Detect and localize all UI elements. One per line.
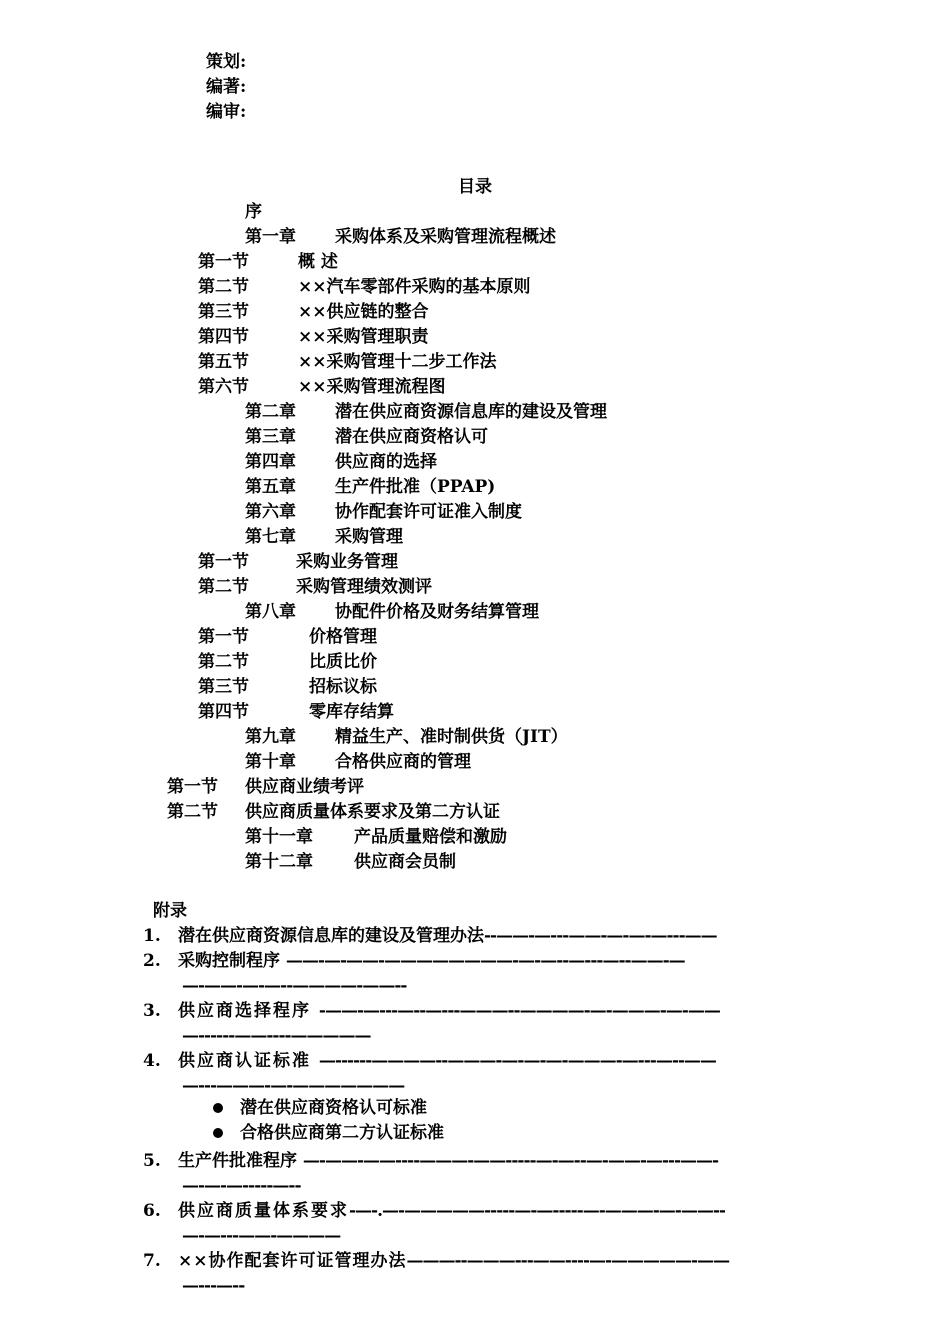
appendix-item-4-leader: —------————--———-—-—-—-———-—---—--——	[318, 1051, 716, 1071]
toc-ch1-s3-num: 第三节	[198, 302, 249, 322]
toc-ch11-title: 产品质量赔偿和激励	[354, 827, 507, 847]
toc-ch2-num: 第二章	[245, 402, 296, 422]
bullet-icon	[213, 1103, 223, 1113]
appendix-item-4	[178, 1050, 716, 1072]
toc-ch10-title: 合格供应商的管理	[335, 752, 471, 772]
appendix-item-2-leader-cont: —-——-—-—--————-——--	[182, 976, 407, 996]
appendix-item-5	[178, 1150, 718, 1172]
appendix-item-4-title: 供应商认证标准	[178, 1051, 311, 1071]
toc-ch3-num: 第三章	[245, 427, 296, 447]
appendix-item-7-leader-cont: —---—--	[182, 1276, 245, 1296]
toc-ch6-num: 第六章	[245, 502, 296, 522]
toc-ch7-s2-title: 采购管理绩效测评	[296, 577, 432, 597]
appendix-item-7-leader: ———--———---——----—-—————-——	[406, 1251, 730, 1271]
appendix-title: 附录	[153, 901, 187, 921]
toc-ch1-s2-num: 第二节	[198, 277, 249, 297]
toc-preface: 序	[245, 202, 262, 222]
toc-ch12-title: 供应商会员制	[354, 852, 456, 872]
toc-ch1-s6-num: 第六节	[198, 377, 249, 397]
appendix-item-6-leader: -—-.—-—————-----—-—-----—-———-—-——--	[349, 1201, 725, 1221]
toc-ch7-s1-title: 采购业务管理	[296, 552, 398, 572]
toc-ch12-num: 第十二章	[245, 852, 313, 872]
toc-ch8-s3-num: 第三节	[198, 677, 249, 697]
toc-ch1-s6-title: ××采购管理流程图	[298, 377, 446, 397]
appendix-item-2-num: 2.	[143, 951, 161, 971]
toc-ch11-num: 第十一章	[245, 827, 313, 847]
appendix-item-1-leader: --——-—---——-—-—-—---——	[484, 926, 717, 946]
appendix-item-5-leader-cont: —-—-—-----—--	[182, 1176, 301, 1196]
toc-ch8-s4-title: 零库存结算	[309, 702, 394, 722]
toc-ch4-num: 第四章	[245, 452, 296, 472]
appendix-item-7-num: 7.	[143, 1251, 161, 1271]
appendix-item-3-title: 供应商选择程序	[178, 1001, 311, 1021]
appendix-item-6-title: 供应商质量体系要求	[178, 1201, 349, 1221]
appendix-item-6-num: 6.	[143, 1201, 161, 1221]
toc-ch7-s1-num: 第一节	[198, 552, 249, 572]
appendix-sub-item-1: 潜在供应商资格认可标准	[240, 1098, 427, 1118]
toc-ch1-s3-title: ××供应链的整合	[298, 302, 429, 322]
toc-ch8-s4-num: 第四节	[198, 702, 249, 722]
toc-ch10-s1-num: 第一节	[167, 777, 218, 797]
toc-ch2-title: 潜在供应商资源信息库的建设及管理	[335, 402, 607, 422]
toc-ch1-num: 第一章	[245, 227, 296, 247]
header-author: 编著:	[206, 77, 247, 97]
appendix-item-2-title: 采购控制程序	[178, 951, 280, 971]
toc-ch1-s4-title: ××采购管理职责	[298, 327, 429, 347]
toc-ch7-num: 第七章	[245, 527, 296, 547]
toc-ch10-s2-num: 第二节	[167, 802, 218, 822]
toc-ch9-num: 第九章	[245, 727, 296, 747]
toc-ch1-s5-title: ××采购管理十二步工作法	[298, 352, 497, 372]
toc-ch5-num: 第五章	[245, 477, 296, 497]
toc-ch10-s2-title: 供应商质量体系要求及第二方认证	[245, 802, 500, 822]
toc-ch6-title: 协作配套许可证准入制度	[335, 502, 522, 522]
toc-ch8-s1-title: 价格管理	[309, 627, 377, 647]
appendix-item-7	[178, 1250, 729, 1272]
appendix-sub-item-2: 合格供应商第二方认证标准	[240, 1123, 444, 1143]
header-review: 编审:	[206, 102, 247, 122]
appendix-item-4-num: 4.	[143, 1051, 161, 1071]
toc-ch8-s1-num: 第一节	[198, 627, 249, 647]
toc-title: 目录	[458, 177, 492, 197]
toc-ch8-s2-title: 比质比价	[309, 652, 377, 672]
appendix-item-7-title: ××协作配套许可证管理办法	[178, 1251, 407, 1271]
toc-ch1-title: 采购体系及采购管理流程概述	[335, 227, 556, 247]
appendix-item-5-num: 5.	[143, 1151, 161, 1171]
appendix-item-2	[178, 950, 685, 972]
appendix-item-5-leader: —-——-——----———-——-----—-—--—-——-—---——-	[302, 1151, 719, 1171]
toc-ch3-title: 潜在供应商资格认可	[335, 427, 488, 447]
toc-ch7-s2-num: 第二节	[198, 577, 249, 597]
toc-ch8-s3-title: 招标议标	[309, 677, 377, 697]
header-plan: 策划:	[206, 52, 247, 72]
toc-ch1-s1-title: 概 述	[298, 252, 338, 272]
appendix-item-1	[178, 925, 717, 947]
toc-ch1-s4-num: 第四节	[198, 327, 249, 347]
toc-ch10-s1-title: 供应商业绩考评	[245, 777, 364, 797]
bullet-icon	[213, 1128, 223, 1138]
appendix-item-1-title: 潜在供应商资源信息库的建设及管理办法	[178, 926, 484, 946]
toc-ch1-s5-num: 第五节	[198, 352, 249, 372]
appendix-item-3-leader: -——-—---—--—---———--————-—-———-—-——	[318, 1001, 720, 1021]
appendix-item-3	[178, 1000, 720, 1022]
appendix-item-6-leader-cont: —-—---——-————	[182, 1226, 341, 1246]
appendix-item-4-leader-cont: —---———-—-———————	[182, 1076, 405, 1096]
toc-ch1-s2-title: ××汽车零部件采购的基本原则	[298, 277, 531, 297]
appendix-item-1-num: 1.	[143, 926, 161, 946]
appendix-item-2-leader: ——-—-——-————————-—-—--—---—--——-—	[285, 951, 685, 971]
toc-ch8-title: 协配件价格及财务结算管理	[335, 602, 539, 622]
toc-ch5-title: 生产件批准（PPAP)	[335, 477, 496, 497]
toc-ch1-s1-num: 第一节	[198, 252, 249, 272]
toc-ch7-title: 采购管理	[335, 527, 403, 547]
toc-ch8-num: 第八章	[245, 602, 296, 622]
toc-ch10-num: 第十章	[245, 752, 296, 772]
appendix-item-3-num: 3.	[143, 1001, 161, 1021]
appendix-item-3-leader-cont: —------——----—————	[182, 1026, 371, 1046]
toc-ch8-s2-num: 第二节	[198, 652, 249, 672]
appendix-item-5-title: 生产件批准程序	[178, 1151, 297, 1171]
appendix-item-6	[178, 1200, 725, 1222]
toc-ch4-title: 供应商的选择	[335, 452, 437, 472]
toc-ch9-title: 精益生产、准时制供货（JIT）	[335, 727, 568, 747]
